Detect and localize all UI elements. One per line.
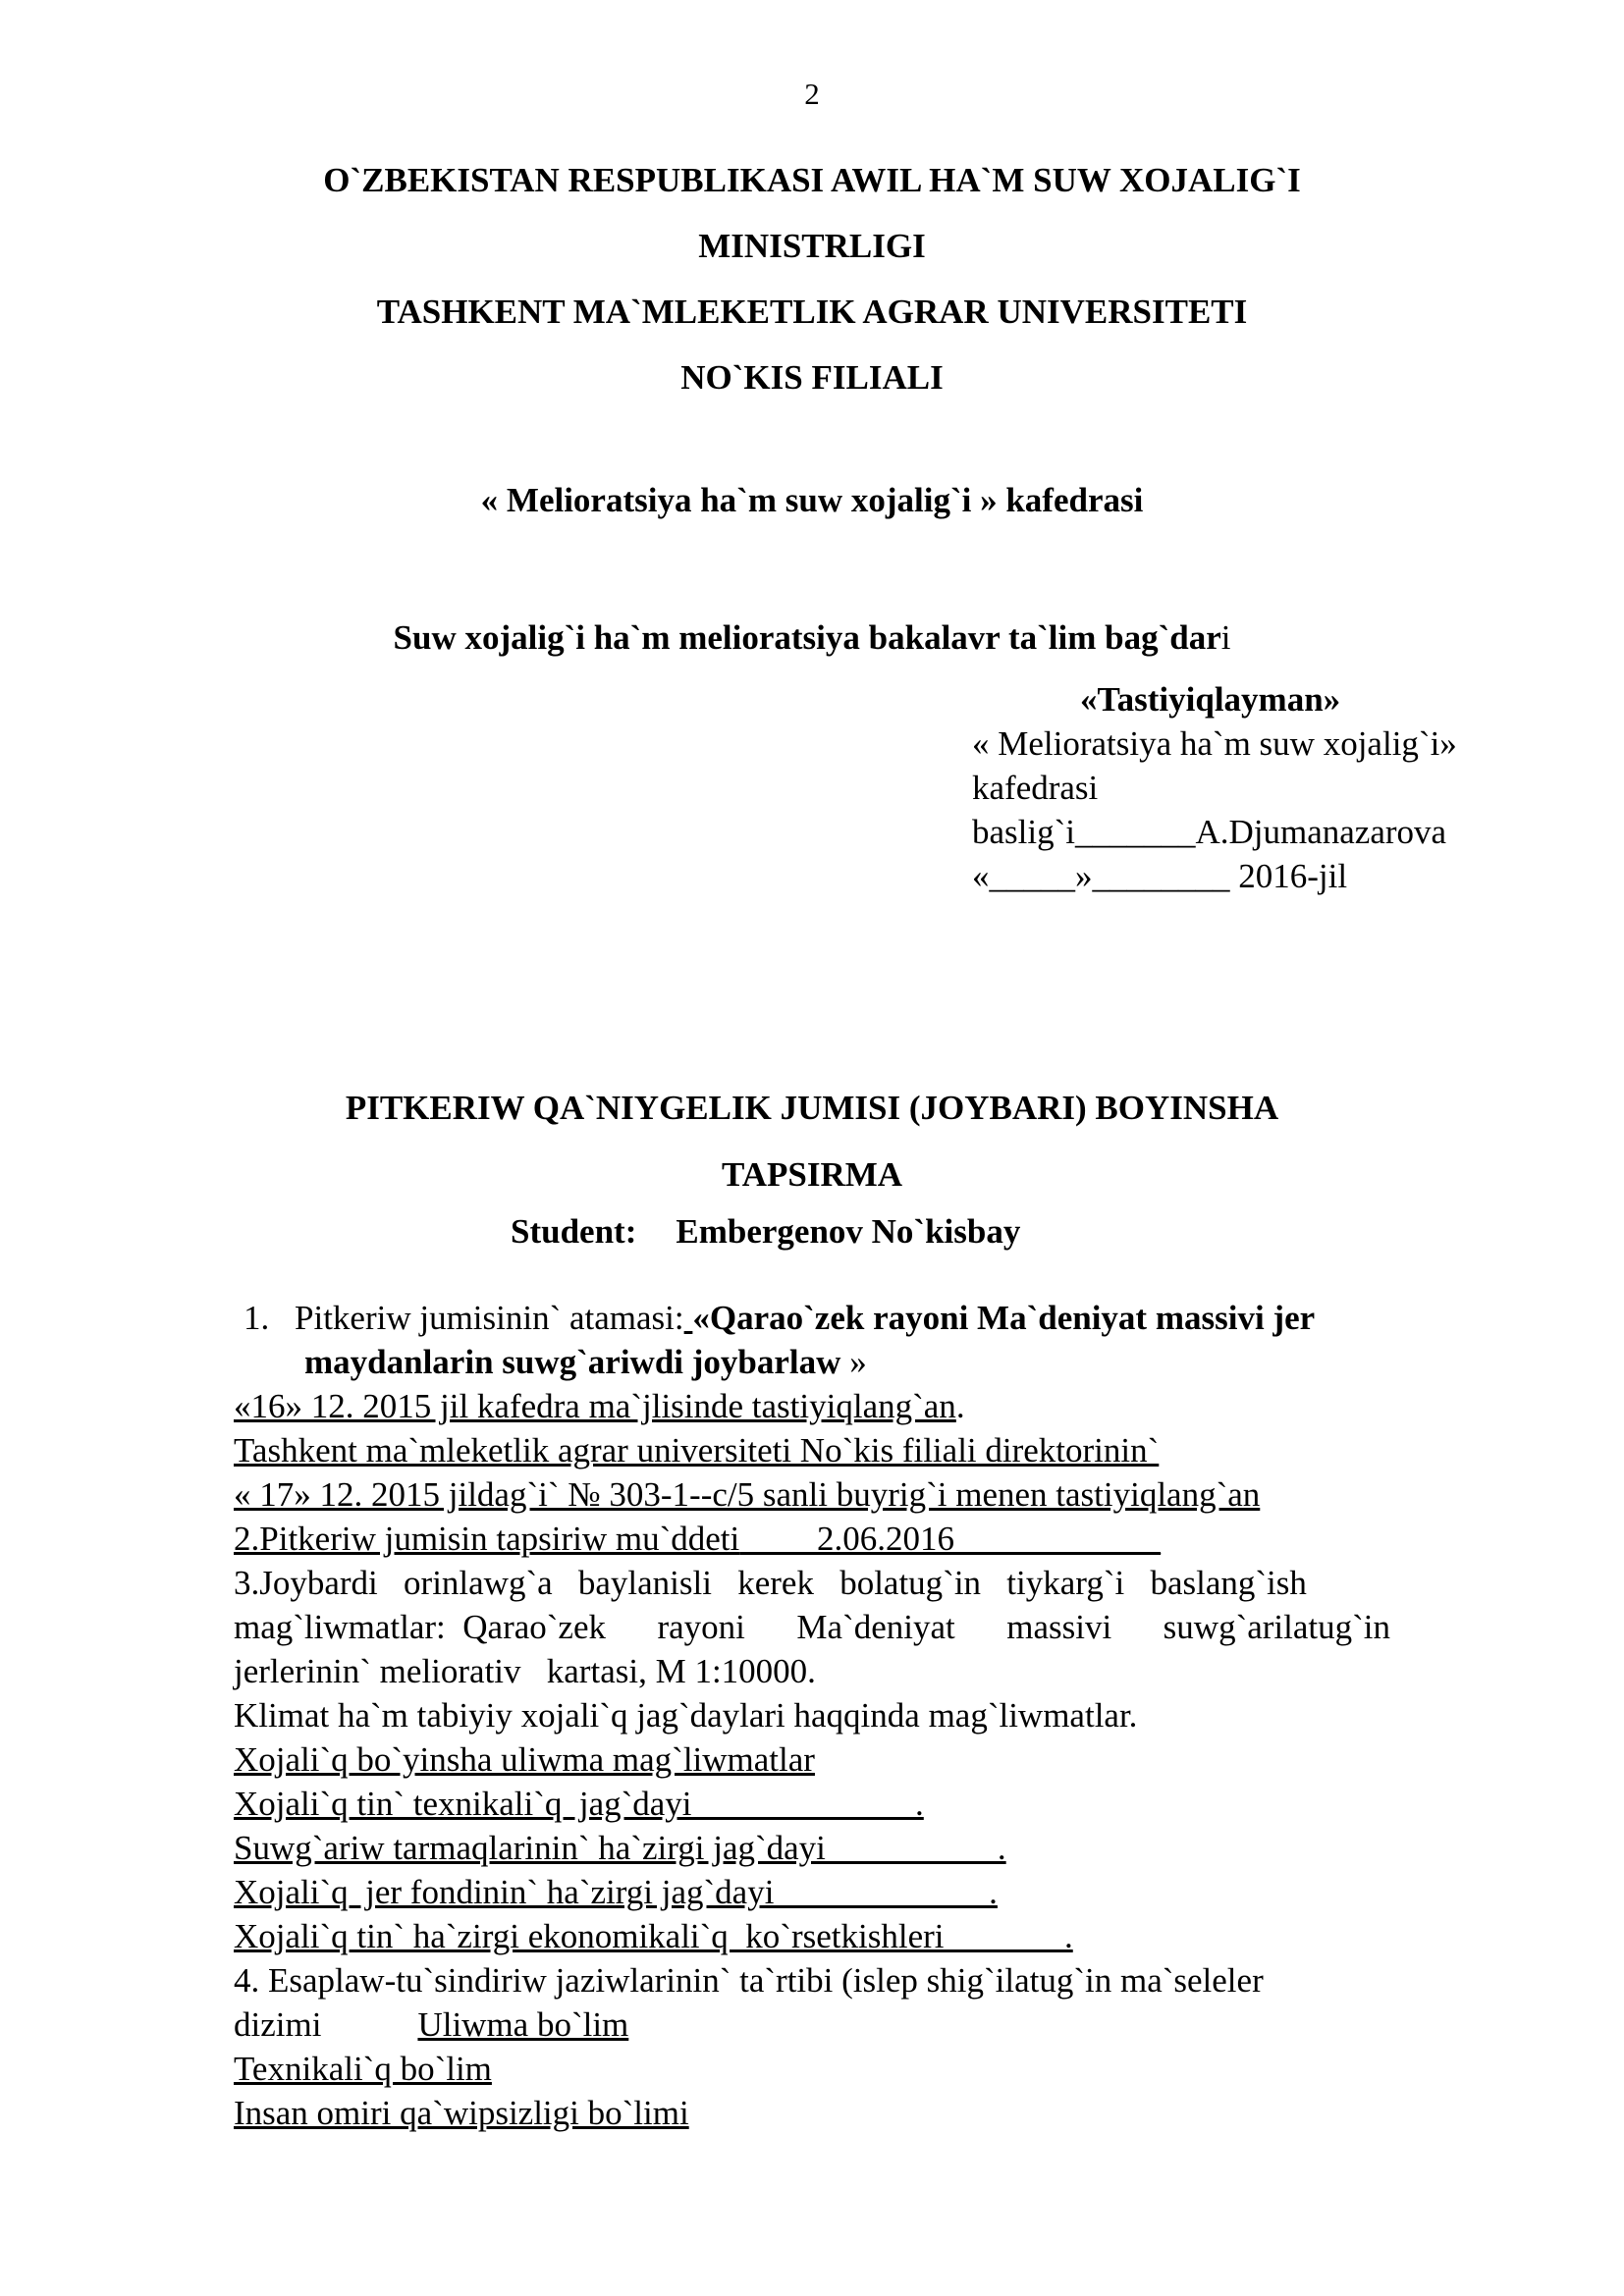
- item-4-line-1: 4. Esaplaw-tu`sindiriw jaziwlarinin` ta`rtibi (islep shig`ilatug`in ma`seleler: [234, 1961, 1264, 2000]
- item-3-line-3: jerlerinin` meliorativ kartasi, M 1:10000.: [234, 1652, 816, 1690]
- item-2-label: 2.Pitkeriw jumisin tapsiriw mu`ddeti: [234, 1520, 740, 1558]
- program-last-letter: i: [1220, 618, 1231, 657]
- task-title-line1: PITKERIW QA`NIYGELIK JUMISI (JOYBARI) BOYINSHA: [345, 1089, 1279, 1127]
- item-1-title-part-b: maydanlarin suwg`ariwdi joybarlaw: [304, 1343, 841, 1381]
- item-2-date: 2.06.2016: [817, 1520, 954, 1558]
- item-3-line-9: Xojali`q tin` ha`zirgi ekonomikali`q ko`rsetkishleri .: [234, 1917, 1073, 1955]
- approval-date: «_____»________ 2016-jil: [972, 857, 1348, 895]
- approval-department-cont: kafedrasi: [972, 769, 1099, 807]
- approval-title: «Tastiyiqlayman»: [1080, 680, 1341, 719]
- task-title-line2: TAPSIRMA: [721, 1155, 903, 1194]
- item-3-line-8: Xojali`q jer fondinin` ha`zirgi jag`dayi .: [234, 1873, 998, 1911]
- header-line-ministry: O`ZBEKISTAN RESPUBLIKASI AWIL HA`M SUW XOJALIG`I: [323, 161, 1301, 199]
- item-1-number: 1.: [244, 1299, 270, 1337]
- item-4-section-safety: Insan omiri qa`wipsizligi bo`limi: [234, 2094, 689, 2132]
- item-3-line-6: Xojali`q tin` texnikali`q jag`dayi .: [234, 1785, 924, 1823]
- item-3-line-1: 3.Joybardi orinlawg`a baylanisli kerek bolatug`in tiykarg`i baslang`ish: [234, 1564, 1307, 1602]
- item-2-blank-1: ____: [748, 1520, 817, 1558]
- header-line-branch: NO`KIS FILIALI: [680, 358, 944, 397]
- item-4-dizimi: dizimi: [234, 2005, 322, 2044]
- header-line-ministry-cont: MINISTRLIGI: [698, 227, 926, 265]
- page-number: 2: [804, 77, 820, 111]
- student-name: Embergenov No`kisbay: [676, 1212, 1021, 1251]
- item-4-line-2: [234, 2002, 1510, 2047]
- kafedra-approval-dot: .: [955, 1387, 965, 1425]
- program-line: [0, 618, 1624, 658]
- item-2-deadline: [234, 1517, 1510, 1561]
- approval-head-signature: baslig`i_______A.Djumanazarova: [972, 813, 1447, 851]
- program-text: Suw xojalig`i ha`m melioratsiya bakalavr ta`lim bag`dar: [393, 618, 1221, 657]
- item-1-title-part-a: «Qarao`zek rayoni Ma`deniyat massivi jer: [692, 1299, 1316, 1337]
- task-body: [234, 1296, 1510, 2135]
- ministry-header: [0, 147, 1624, 410]
- student-line: [511, 1212, 1020, 1252]
- item-4-section-general: Uliwma bo`lim: [417, 2005, 629, 2044]
- item-1-title-end: »: [849, 1343, 867, 1381]
- item-4-section-technical: Texnikali`q bo`lim: [234, 2050, 492, 2088]
- student-label: Student:: [511, 1212, 637, 1251]
- approval-block: [972, 677, 1522, 898]
- header-line-university: TASHKENT MA`MLEKETLIK AGRAR UNIVERSITETI: [376, 293, 1248, 331]
- approval-department: « Melioratsiya ha`m suw xojalig`i»: [972, 724, 1457, 763]
- order-line: « 17» 12. 2015 jildag`i` № 303-1--c/5 sanli buyrig`i menen tastiyiqlang`an: [234, 1475, 1261, 1514]
- item-2-blank-2: ____________: [954, 1520, 1161, 1558]
- item-3-line-4: Klimat ha`m tabiyiy xojali`q jag`daylari haqqinda mag`liwmatlar.: [234, 1696, 1138, 1735]
- department-name: « Melioratsiya ha`m suw xojalig`i » kafedrasi: [480, 481, 1144, 519]
- kafedra-approval-text: «16» 12. 2015 jil kafedra ma`jlisinde tastiyiqlang`an: [234, 1387, 956, 1425]
- director-line: Tashkent ma`mleketlik agrar universiteti No`kis filiali direktorinin`: [234, 1431, 1160, 1469]
- item-3-line-2: mag`liwmatlar: Qarao`zek rayoni Ma`deniyat massivi suwg`arilatug`in: [234, 1608, 1391, 1646]
- item-3-line-5: Xojali`q bo`yinsha uliwma mag`liwmatlar: [234, 1740, 815, 1779]
- item-1-label: Pitkeriw jumisinin` atamasi:: [295, 1299, 684, 1337]
- item-3-line-7: Suwg`ariw tarmaqlarinin` ha`zirgi jag`dayi .: [234, 1829, 1006, 1867]
- task-title: [0, 1075, 1624, 1208]
- kafedra-approval-line: [234, 1384, 1510, 1428]
- item-1-thesis-title: [234, 1296, 1510, 1384]
